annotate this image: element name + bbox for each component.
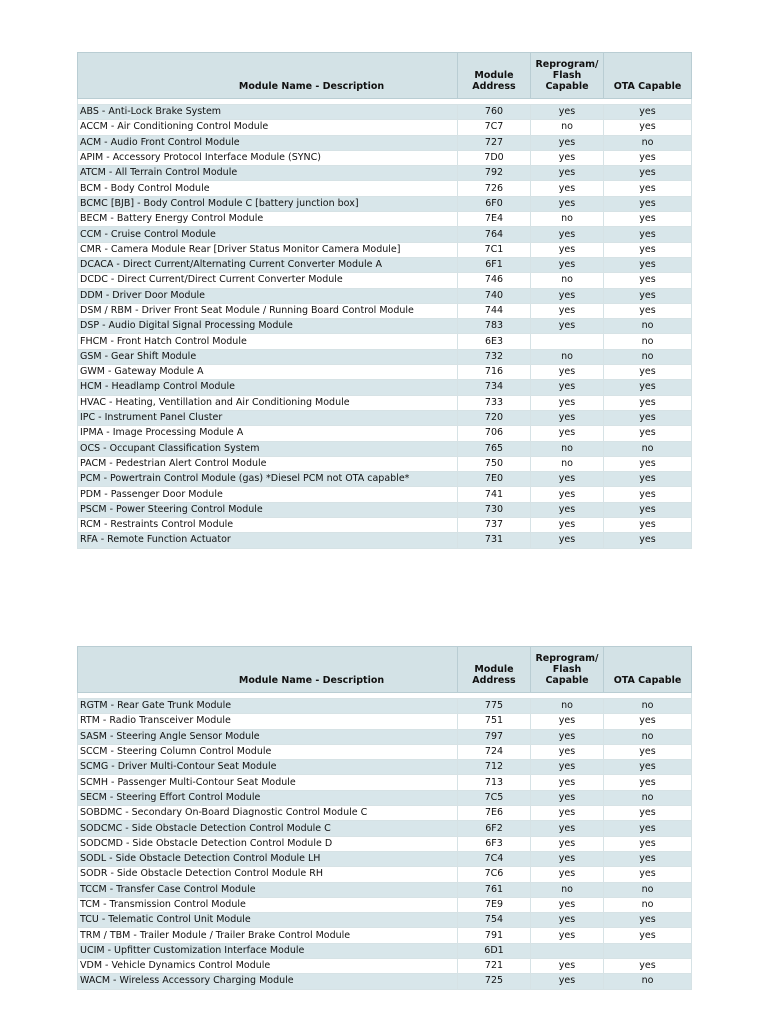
ota-capable-cell: no	[604, 790, 692, 805]
ota-capable-cell: yes	[604, 196, 692, 211]
ota-capable-cell: yes	[604, 227, 692, 242]
table-row	[78, 913, 692, 928]
flash-capable-cell: yes	[531, 426, 604, 441]
ota-capable-cell: yes	[604, 806, 692, 821]
module-address-cell: 783	[458, 319, 531, 334]
module-name-cell: APIM - Accessory Protocol Interface Module (SYNC)	[78, 150, 458, 165]
module-address-cell: 7E4	[458, 212, 531, 227]
table-row	[78, 334, 692, 349]
module-address-cell: 6E3	[458, 334, 531, 349]
flash-capable-cell: yes	[531, 380, 604, 395]
module-address-cell: 724	[458, 744, 531, 759]
header-module-name: Module Name - Description	[78, 647, 458, 693]
flash-capable-cell: no	[531, 882, 604, 897]
table-row	[78, 959, 692, 974]
table-row	[78, 867, 692, 882]
table-row	[78, 974, 692, 989]
ota-capable-cell: no	[604, 974, 692, 989]
ota-capable-cell: yes	[604, 380, 692, 395]
ota-capable-cell: yes	[604, 303, 692, 318]
ota-capable-cell: yes	[604, 472, 692, 487]
module-name-cell: CMR - Camera Module Rear [Driver Status Monitor Camera Module]	[78, 242, 458, 257]
table-row	[78, 395, 692, 410]
module-address-cell: 765	[458, 441, 531, 456]
module-address-cell: 741	[458, 487, 531, 502]
ota-capable-cell: yes	[604, 181, 692, 196]
module-name-cell: SODCMD - Side Obstacle Detection Control Module D	[78, 836, 458, 851]
header-ota-capable: OTA Capable	[604, 647, 692, 693]
module-name-cell: DSM / RBM - Driver Front Seat Module / Running Board Control Module	[78, 303, 458, 318]
flash-capable-cell: yes	[531, 744, 604, 759]
ota-capable-cell: yes	[604, 518, 692, 533]
module-name-cell: DSP - Audio Digital Signal Processing Module	[78, 319, 458, 334]
module-name-cell: SECM - Steering Effort Control Module	[78, 790, 458, 805]
flash-capable-cell: no	[531, 456, 604, 471]
module-name-cell: SODCMC - Side Obstacle Detection Control Module C	[78, 821, 458, 836]
table-row	[78, 882, 692, 897]
header-row	[78, 647, 692, 693]
module-name-cell: FHCM - Front Hatch Control Module	[78, 334, 458, 349]
module-name-cell: TCCM - Transfer Case Control Module	[78, 882, 458, 897]
module-address-cell: 761	[458, 882, 531, 897]
table-row	[78, 166, 692, 181]
module-name-cell: ACM - Audio Front Control Module	[78, 135, 458, 150]
module-name-cell: SODL - Side Obstacle Detection Control Module LH	[78, 851, 458, 866]
table-row	[78, 135, 692, 150]
flash-capable-cell	[531, 334, 604, 349]
flash-capable-cell: yes	[531, 959, 604, 974]
module-address-cell: 720	[458, 410, 531, 425]
table-row	[78, 441, 692, 456]
flash-capable-cell: yes	[531, 319, 604, 334]
module-address-cell: 7D0	[458, 150, 531, 165]
flash-capable-cell: yes	[531, 867, 604, 882]
module-address-cell: 734	[458, 380, 531, 395]
table-row	[78, 928, 692, 943]
module-name-cell: SODR - Side Obstacle Detection Control Module RH	[78, 867, 458, 882]
header-module-address: Module Address	[458, 647, 531, 693]
header-ota-capable: OTA Capable	[604, 53, 692, 99]
ota-capable-cell: no	[604, 699, 692, 714]
flash-capable-cell: yes	[531, 775, 604, 790]
module-name-cell: IPC - Instrument Panel Cluster	[78, 410, 458, 425]
flash-capable-cell: yes	[531, 851, 604, 866]
module-address-cell: 746	[458, 273, 531, 288]
module-name-cell: PSCM - Power Steering Control Module	[78, 502, 458, 517]
ota-capable-cell: no	[604, 135, 692, 150]
module-name-cell: OCS - Occupant Classification System	[78, 441, 458, 456]
module-name-cell: DDM - Driver Door Module	[78, 288, 458, 303]
module-address-cell: 6F2	[458, 821, 531, 836]
flash-capable-cell: yes	[531, 913, 604, 928]
table-row	[78, 943, 692, 958]
flash-capable-cell: yes	[531, 518, 604, 533]
table-row	[78, 790, 692, 805]
module-address-cell: 740	[458, 288, 531, 303]
flash-capable-cell: yes	[531, 806, 604, 821]
flash-capable-cell: yes	[531, 257, 604, 272]
flash-capable-cell: no	[531, 120, 604, 135]
ota-capable-cell: yes	[604, 273, 692, 288]
module-name-cell: WACM - Wireless Accessory Charging Module	[78, 974, 458, 989]
module-name-cell: GSM - Gear Shift Module	[78, 349, 458, 364]
flash-capable-cell: yes	[531, 288, 604, 303]
flash-capable-cell: yes	[531, 821, 604, 836]
table-row	[78, 699, 692, 714]
module-name-cell: PCM - Powertrain Control Module (gas) *Diesel PCM not OTA capable*	[78, 472, 458, 487]
module-address-cell: 7E0	[458, 472, 531, 487]
flash-capable-cell: yes	[531, 303, 604, 318]
table-row	[78, 181, 692, 196]
table-row	[78, 533, 692, 548]
ota-capable-cell: yes	[604, 105, 692, 120]
module-name-cell: CCM - Cruise Control Module	[78, 227, 458, 242]
header-module-name: Module Name - Description	[78, 53, 458, 99]
flash-capable-cell: yes	[531, 472, 604, 487]
module-address-cell: 7E9	[458, 897, 531, 912]
ota-capable-cell: yes	[604, 395, 692, 410]
module-address-cell: 7C7	[458, 120, 531, 135]
flash-capable-cell: no	[531, 212, 604, 227]
module-name-cell: SOBDMC - Secondary On-Board Diagnostic Control Module C	[78, 806, 458, 821]
ota-capable-cell: yes	[604, 456, 692, 471]
table-row	[78, 851, 692, 866]
table-row	[78, 257, 692, 272]
ota-capable-cell: yes	[604, 533, 692, 548]
flash-capable-cell: yes	[531, 135, 604, 150]
module-address-cell: 797	[458, 729, 531, 744]
module-address-cell: 775	[458, 699, 531, 714]
table-row	[78, 836, 692, 851]
table-row	[78, 288, 692, 303]
flash-capable-cell: yes	[531, 166, 604, 181]
flash-capable-cell: yes	[531, 790, 604, 805]
module-address-cell: 751	[458, 714, 531, 729]
ota-capable-cell: yes	[604, 714, 692, 729]
module-address-cell: 6F0	[458, 196, 531, 211]
table-row	[78, 518, 692, 533]
module-address-cell: 712	[458, 760, 531, 775]
module-name-cell: PACM - Pedestrian Alert Control Module	[78, 456, 458, 471]
ota-capable-cell: yes	[604, 821, 692, 836]
table-row	[78, 120, 692, 135]
module-address-cell: 792	[458, 166, 531, 181]
header-module-address: Module Address	[458, 53, 531, 99]
module-address-cell: 744	[458, 303, 531, 318]
flash-capable-cell: no	[531, 349, 604, 364]
flash-capable-cell: no	[531, 273, 604, 288]
header-row	[78, 53, 692, 99]
module-name-cell: RCM - Restraints Control Module	[78, 518, 458, 533]
module-address-cell: 791	[458, 928, 531, 943]
ota-capable-cell: yes	[604, 760, 692, 775]
module-name-cell: RGTM - Rear Gate Trunk Module	[78, 699, 458, 714]
table-row	[78, 472, 692, 487]
module-address-cell: 733	[458, 395, 531, 410]
module-address-cell: 730	[458, 502, 531, 517]
flash-capable-cell: yes	[531, 227, 604, 242]
module-address-cell: 7C6	[458, 867, 531, 882]
ota-capable-cell: yes	[604, 365, 692, 380]
module-table-1	[77, 52, 692, 549]
table-row	[78, 456, 692, 471]
ota-capable-cell: yes	[604, 928, 692, 943]
table-row	[78, 806, 692, 821]
module-name-cell: HCM - Headlamp Control Module	[78, 380, 458, 395]
table-row	[78, 227, 692, 242]
module-name-cell: RFA - Remote Function Actuator	[78, 533, 458, 548]
ota-capable-cell: no	[604, 349, 692, 364]
module-name-cell: BCMC [BJB] - Body Control Module C [battery junction box]	[78, 196, 458, 211]
header-flash-capable: Reprogram/ Flash Capable	[531, 53, 604, 99]
module-address-cell: 713	[458, 775, 531, 790]
ota-capable-cell: yes	[604, 913, 692, 928]
module-name-cell: HVAC - Heating, Ventillation and Air Conditioning Module	[78, 395, 458, 410]
module-name-cell: BECM - Battery Energy Control Module	[78, 212, 458, 227]
ota-capable-cell: yes	[604, 502, 692, 517]
table-row	[78, 105, 692, 120]
module-name-cell: TCU - Telematic Control Unit Module	[78, 913, 458, 928]
module-address-cell: 731	[458, 533, 531, 548]
module-address-cell: 760	[458, 105, 531, 120]
module-address-cell: 7E6	[458, 806, 531, 821]
flash-capable-cell: yes	[531, 502, 604, 517]
table-row	[78, 273, 692, 288]
flash-capable-cell: yes	[531, 150, 604, 165]
ota-capable-cell: no	[604, 897, 692, 912]
table-row	[78, 744, 692, 759]
flash-capable-cell: yes	[531, 395, 604, 410]
flash-capable-cell: yes	[531, 242, 604, 257]
module-address-cell: 737	[458, 518, 531, 533]
ota-capable-cell: yes	[604, 959, 692, 974]
ota-capable-cell: yes	[604, 867, 692, 882]
table-row	[78, 426, 692, 441]
flash-capable-cell: yes	[531, 897, 604, 912]
ota-capable-cell: yes	[604, 836, 692, 851]
table-row	[78, 380, 692, 395]
ota-capable-cell: yes	[604, 775, 692, 790]
ota-capable-cell: yes	[604, 851, 692, 866]
module-address-cell: 764	[458, 227, 531, 242]
module-address-cell: 7C1	[458, 242, 531, 257]
ota-capable-cell: yes	[604, 426, 692, 441]
module-name-cell: SCMG - Driver Multi-Contour Seat Module	[78, 760, 458, 775]
module-address-cell: 6F3	[458, 836, 531, 851]
header-flash-capable: Reprogram/ Flash Capable	[531, 647, 604, 693]
table-row	[78, 775, 692, 790]
module-address-cell: 7C4	[458, 851, 531, 866]
table-row	[78, 242, 692, 257]
table-row	[78, 319, 692, 334]
module-name-cell: SASM - Steering Angle Sensor Module	[78, 729, 458, 744]
ota-capable-cell: no	[604, 334, 692, 349]
module-name-cell: ACCM - Air Conditioning Control Module	[78, 120, 458, 135]
module-name-cell: UCIM - Upfitter Customization Interface Module	[78, 943, 458, 958]
table-row	[78, 729, 692, 744]
module-address-cell: 6F1	[458, 257, 531, 272]
module-name-cell: BCM - Body Control Module	[78, 181, 458, 196]
ota-capable-cell: yes	[604, 166, 692, 181]
table-row	[78, 821, 692, 836]
ota-capable-cell: yes	[604, 487, 692, 502]
table-row	[78, 196, 692, 211]
ota-capable-cell: no	[604, 441, 692, 456]
flash-capable-cell: no	[531, 699, 604, 714]
table-row	[78, 760, 692, 775]
table-row	[78, 365, 692, 380]
table-row	[78, 897, 692, 912]
module-name-cell: TCM - Transmission Control Module	[78, 897, 458, 912]
ota-capable-cell	[604, 943, 692, 958]
flash-capable-cell: yes	[531, 714, 604, 729]
flash-capable-cell: yes	[531, 760, 604, 775]
module-name-cell: IPMA - Image Processing Module A	[78, 426, 458, 441]
flash-capable-cell: yes	[531, 181, 604, 196]
flash-capable-cell: yes	[531, 365, 604, 380]
table-row	[78, 714, 692, 729]
ota-capable-cell: yes	[604, 242, 692, 257]
ota-capable-cell: yes	[604, 212, 692, 227]
module-address-cell: 725	[458, 974, 531, 989]
table-row	[78, 150, 692, 165]
table-row	[78, 212, 692, 227]
module-address-cell: 726	[458, 181, 531, 196]
module-name-cell: VDM - Vehicle Dynamics Control Module	[78, 959, 458, 974]
ota-capable-cell: yes	[604, 120, 692, 135]
module-name-cell: DCDC - Direct Current/Direct Current Converter Module	[78, 273, 458, 288]
flash-capable-cell: yes	[531, 533, 604, 548]
module-name-cell: ABS - Anti-Lock Brake System	[78, 105, 458, 120]
ota-capable-cell: yes	[604, 288, 692, 303]
module-address-cell: 732	[458, 349, 531, 364]
flash-capable-cell: yes	[531, 974, 604, 989]
module-name-cell: DCACA - Direct Current/Alternating Current Converter Module A	[78, 257, 458, 272]
ota-capable-cell: no	[604, 882, 692, 897]
table-row	[78, 303, 692, 318]
ota-capable-cell: no	[604, 729, 692, 744]
flash-capable-cell: yes	[531, 410, 604, 425]
flash-capable-cell: yes	[531, 928, 604, 943]
module-address-cell: 706	[458, 426, 531, 441]
ota-capable-cell: yes	[604, 150, 692, 165]
flash-capable-cell: yes	[531, 729, 604, 744]
flash-capable-cell: no	[531, 441, 604, 456]
module-address-cell: 727	[458, 135, 531, 150]
module-address-cell: 750	[458, 456, 531, 471]
flash-capable-cell	[531, 943, 604, 958]
table-row	[78, 349, 692, 364]
table-row	[78, 410, 692, 425]
flash-capable-cell: yes	[531, 105, 604, 120]
module-table-2	[77, 646, 692, 990]
flash-capable-cell: yes	[531, 836, 604, 851]
module-address-cell: 7C5	[458, 790, 531, 805]
module-address-cell: 6D1	[458, 943, 531, 958]
flash-capable-cell: yes	[531, 196, 604, 211]
module-address-cell: 716	[458, 365, 531, 380]
module-name-cell: ATCM - All Terrain Control Module	[78, 166, 458, 181]
module-name-cell: TRM / TBM - Trailer Module / Trailer Brake Control Module	[78, 928, 458, 943]
ota-capable-cell: yes	[604, 410, 692, 425]
ota-capable-cell: no	[604, 319, 692, 334]
module-address-cell: 754	[458, 913, 531, 928]
module-name-cell: PDM - Passenger Door Module	[78, 487, 458, 502]
flash-capable-cell: yes	[531, 487, 604, 502]
ota-capable-cell: yes	[604, 744, 692, 759]
module-address-cell: 721	[458, 959, 531, 974]
ota-capable-cell: yes	[604, 257, 692, 272]
table-row	[78, 487, 692, 502]
module-name-cell: SCCM - Steering Column Control Module	[78, 744, 458, 759]
table-row	[78, 502, 692, 517]
module-name-cell: SCMH - Passenger Multi-Contour Seat Module	[78, 775, 458, 790]
module-name-cell: RTM - Radio Transceiver Module	[78, 714, 458, 729]
module-name-cell: GWM - Gateway Module A	[78, 365, 458, 380]
